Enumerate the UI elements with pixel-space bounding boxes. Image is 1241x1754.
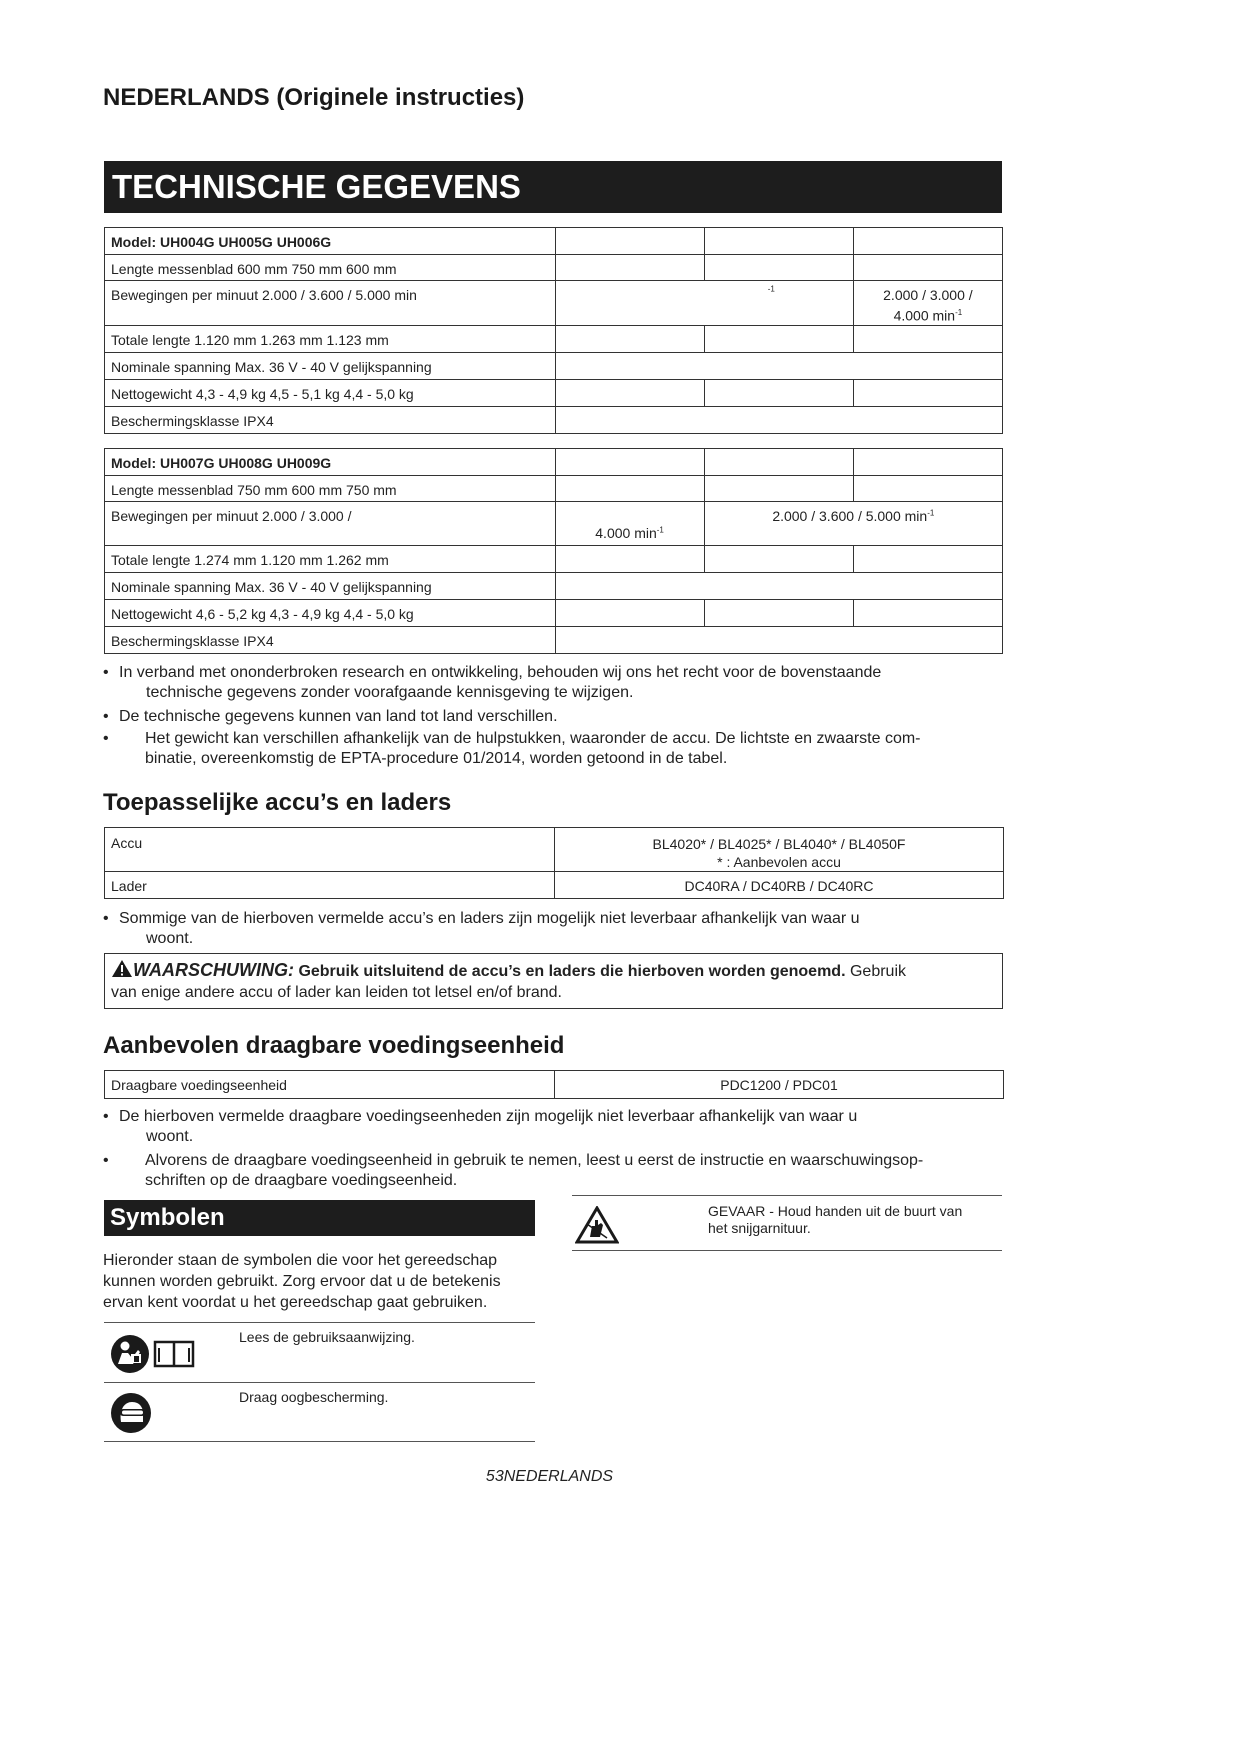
warning-box: WAARSCHUWING: Gebruik uitsluitend de accu’s en laders die hierboven worden genoemd. Gebruik van enige andere accu of lader kan leiden tot letsel en/of brand.: [104, 953, 1003, 1009]
spec-2-model: Model: UH007G UH008G UH009G: [105, 449, 556, 476]
spec-1-speed-cell: 2.000 / 3.000 / 4.000 $\min^{-1}$: [853, 281, 1002, 326]
hand-danger-icon: [575, 1206, 619, 1249]
read-manual-icon: [110, 1334, 196, 1379]
power-label: Draagbare voedingseenheid: [105, 1071, 555, 1099]
spec-2-row: Lengte messenblad 750 mm 600 mm 750 mm: [105, 476, 556, 502]
spec-note: • De technische gegevens kunnen van land tot land verschillen.: [103, 708, 558, 725]
spec-1-min-sup: -1: [767, 284, 775, 294]
symbols-intro: Hieronder staan de symbolen die voor het gereedschap kunnen worden gebruikt. Zorg ervoor dat u de betekenis ervan kent voordat u het gereedschap gaat gebruiken.: [103, 1252, 501, 1311]
spec-1-model: Model: UH004G UH005G UH006G: [105, 228, 556, 255]
symbol-text-eye-protection: Draag oogbescherming.: [239, 1389, 389, 1405]
spec-2-row: Totale lengte 1.274 mm 1.120 mm 1.262 mm: [105, 546, 556, 573]
spec-2-row: Nettogewicht 4,6 - 5,2 kg 4,3 - 4,9 kg 4,4 - 5,0 kg: [105, 600, 556, 627]
spec-2-row: Bewegingen per minuut 2.000 / 3.000 /: [105, 502, 556, 546]
spec-2-speed-b: 2.000 / 3.600 / 5.000 $\min^{-1}$: [704, 502, 1002, 546]
warning-triangle-icon: [111, 959, 133, 978]
danger-text: GEVAAR - Houd handen uit de buurt van het snijgarnituur.: [708, 1203, 963, 1236]
accu-label: Accu: [105, 828, 555, 872]
spec-1-row: Beschermingsklasse IPX4: [105, 407, 556, 434]
page-title: NEDERLANDS (Originele instructies): [103, 84, 525, 111]
symbols-heading: Symbolen: [104, 1200, 535, 1236]
spec-notes: [103, 663, 1003, 769]
spec-1-row: Totale lengte 1.120 mm 1.263 mm 1.123 mm: [105, 326, 556, 353]
spec-table-2: [104, 448, 1003, 654]
power-notes: • De hierboven vermelde draagbare voedingseenheden zijn mogelijk niet leverbaar afhankelijk van waar u woont. • Alvorens de draagbare voedingseenheid in gebruik te nemen, leest u eerst de instructie en waarschuwingsop- schriften op de draagbare voedingseenheid.: [103, 1108, 924, 1189]
accu-value: BL4020* / BL4025* / BL4040* / BL4050F * : Aanbevolen accu: [555, 828, 1004, 872]
spec-1-row: Bewegingen per minuut 2.000 / 3.600 / 5.000 min: [105, 281, 556, 326]
spec-1-row: Lengte messenblad 600 mm 750 mm 600 mm: [105, 255, 556, 281]
power-heading: Aanbevolen draagbare voedingseenheid: [103, 1032, 565, 1059]
battery-heading: Toepasselijke accu’s en laders: [103, 789, 452, 816]
lader-value: DC40RA / DC40RB / DC40RC: [555, 872, 1004, 899]
section-bar-technische-gegevens: TECHNISCHE GEGEVENS: [104, 161, 1002, 213]
battery-table: [104, 827, 1004, 899]
battery-note: • Sommige van de hierboven vermelde accu’s en laders zijn mogelijk niet leverbaar afhankelijk van waar u woont.: [103, 910, 860, 947]
warning-label: WAARSCHUWING:: [133, 960, 294, 980]
spec-note: • Het gewicht kan verschillen afhankelijk van de hulpstukken, waaronder de accu. De lichtste en zwaarste com- binatie, overeenkomstig de EPTA-procedure 01/2014, worden getoond in de tabel.: [103, 730, 921, 767]
symbol-text-read-manual: Lees de gebruiksaanwijzing.: [239, 1329, 415, 1345]
spec-1-row: Nettogewicht 4,3 - 4,9 kg 4,5 - 5,1 kg 4,4 - 5,0 kg: [105, 380, 556, 407]
spec-1-row: Nominale spanning Max. 36 V - 40 V gelijkspanning: [105, 353, 556, 380]
spec-2-speed-a: 4.000 $\min^{-1}$: [555, 502, 704, 546]
power-table: [104, 1070, 1004, 1099]
spec-table-1: [104, 227, 1003, 434]
spec-2-row: Nominale spanning Max. 36 V - 40 V gelijkspanning: [105, 573, 556, 600]
spec-2-row: Beschermingsklasse IPX4: [105, 627, 556, 654]
warning-bold-text: Gebruik uitsluitend de accu’s en laders die hierboven worden genoemd.: [298, 963, 846, 980]
power-value: PDC1200 / PDC01: [555, 1071, 1004, 1099]
eye-protection-icon: [110, 1392, 154, 1439]
lader-label: Lader: [105, 872, 555, 899]
page-footer: 53NEDERLANDS: [485, 1468, 614, 1485]
spec-note: • In verband met ononderbroken research en ontwikkeling, behouden wij ons het recht voor de bovenstaande technische gegevens zonder voorafgaande kennisgeving te wijzigen.: [103, 664, 882, 701]
